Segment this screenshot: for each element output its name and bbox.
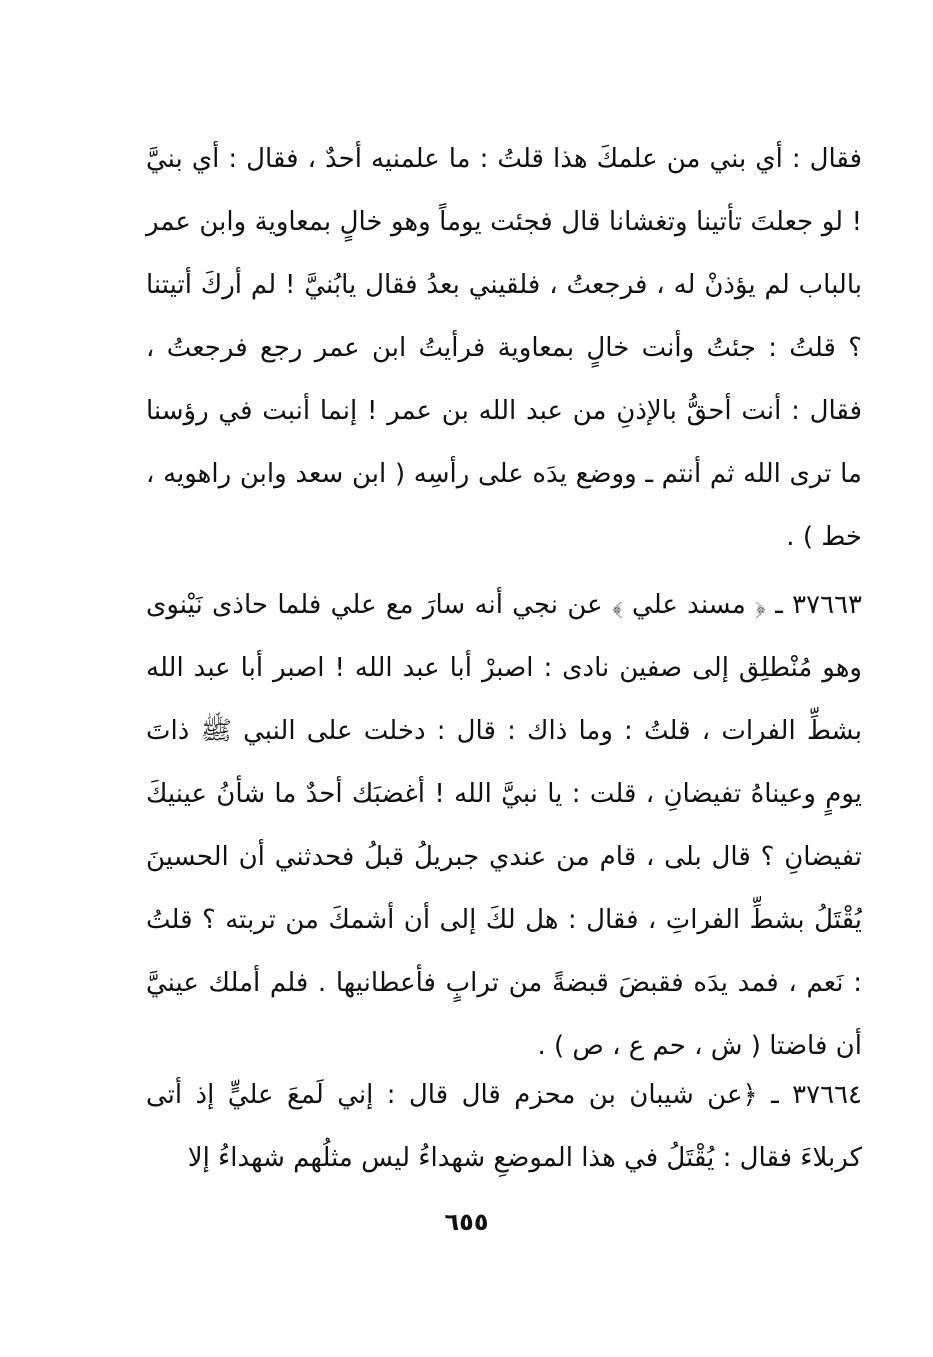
paragraph-text: ٣٧٦٦٣ ـ ﴿ مسند علي ﴾ عن نجي أنه سارَ مع علي فلما حاذى نَيْنوى وهو مُنْطلِق إلى صفين نادى : اصبرْ أبا عبد الله ! اصبر أبا عبد الله بشطِّ الفرات ، قلتُ : وما ذاك : قال : دخلت على النبي ﷺ ذاتَ يومٍ وعيناهُ تفيضانِ ، قلت : يا نبيَّ الله ! أغضبَك أحدٌ ما شأنُ عينيكَ تفيضانِ ؟ قال بلى ، قام من عندي جبريلُ قبلُ فحدثني أن الحسينَ يُقْتَلُ بشطِّ الفراتِ ، فقال : هل لكَ إلى أن أشمكَ من تربته ؟ قلتُ : نَعم ، فمد يدَه فقبضَ قبضةً من ترابٍ فأعطانيها . فلم أملك عينيَّ أن فاضتا ( ش ، حم ع ، ص ) . xyxy=(146,590,862,1061)
paragraph-continuation xyxy=(146,128,862,569)
hadith-37663 xyxy=(146,574,862,1078)
page-number: ٦٥٥ xyxy=(444,1208,489,1236)
paragraph-text: فقال : أي بني من علمكَ هذا قلتُ : ما علمنيه أحدٌ ، فقال : أي بنيَّ ! لو جعلتَ تأتينا وتغشانا قال فجئت يوماً وهو خالٍ بمعاوية وابن عمر بالباب لم يؤذنْ له ، فرجعتُ ، فلقيني بعدُ فقال يابُنيَّ ! لم أركَ أتيتنا ؟ قلتُ : جئتُ وأنت خالٍ بمعاوية فرأيتُ ابن عمر رجع فرجعتُ ، فقال : أنت أحقُّ بالإذنِ من عبد الله بن عمر ! إنما أنبت في رؤسنا ما ترى الله ثم أنتم ـ ووضع يدَه على رأسِه ( ابن سعد وابن راهويه ، خط ) . xyxy=(146,144,862,552)
paragraph-text: ٣٧٦٦٤ ـ ﴿عن شيبان بن محزم قال قال : إني لَمعَ عليٍّ إذ أتى كربلاءَ فقال : يُقْتَلُ في هذا الموضعِ شهداءُ ليس مثلُهم شهداءُ إلا xyxy=(146,1080,862,1173)
hadith-37664 xyxy=(146,1064,862,1190)
